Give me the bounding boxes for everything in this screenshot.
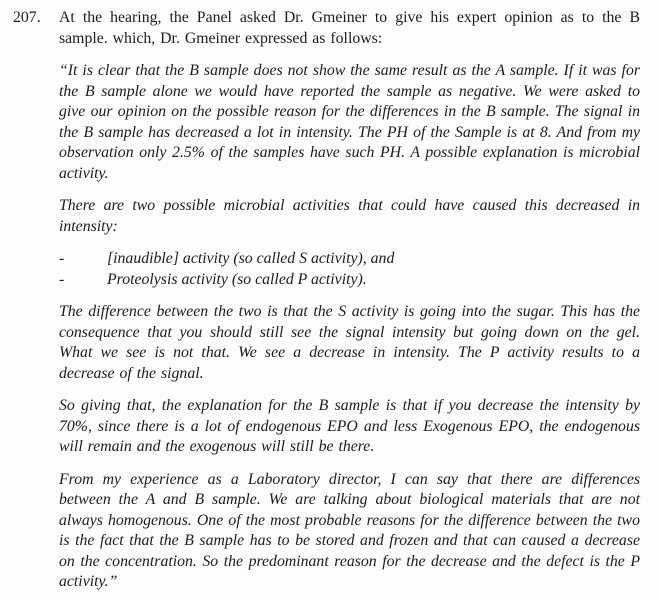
- bullet-dash: -: [59, 270, 65, 288]
- paragraph-intro-text: At the hearing, the Panel asked Dr. Gmeiner to give his expert opinion as to the B sample. which, Dr. Gmeiner expressed as follows:: [59, 9, 640, 47]
- list-item: [59, 270, 640, 291]
- numbered-paragraph-207: [13, 8, 640, 61]
- witness-quote-block: [59, 61, 640, 593]
- quote-paragraph-5: From my experience as a Laboratory director, I can say that there are differences between the A and B sample. We are talking about biological materials that are not always homogenous. One of the most probable reasons for the difference between the two is the fact that the B sample has to be stored and frozen and that can caused a decrease on the concentration. So the predominant reason for the decrease and the defect is the P activity.”: [59, 470, 640, 590]
- list-item: [59, 249, 640, 270]
- activity-bullet-list: [59, 249, 640, 290]
- quote-paragraph-1: “It is clear that the B sample does not show the same result as the A sample. If it was for the B sample alone we would have reported the sample as negative. We were asked to give our opinion on the possible reason for the differences in the B sample. The signal in the B sample has decreased a lot in intensity. The PH of the Sample is at 8. And from my observation only 2.5% of the samples have such PH. A possible explanation is microbial activity.: [59, 62, 640, 182]
- paragraph-number: 207.: [13, 9, 41, 26]
- quote-paragraph-2: There are two possible microbial activities that could have caused this decreased in intensity:: [59, 197, 640, 235]
- quote-paragraph-4: So giving that, the explanation for the B sample is that if you decrease the intensity by 70%, since there is a lot of endogenous EPO and less Exogenous EPO, the endogenous will remain and the exogenous will still be there.: [59, 397, 640, 455]
- quote-paragraph-3: The difference between the two is that the S activity is going into the sugar. This has the consequence that you should still see the signal intensity but going down on the gel. What we see is not that. We see a decrease in intensity. The P activity results to a decrease of the signal.: [59, 303, 640, 382]
- bullet-dash: -: [59, 250, 65, 267]
- bullet-text-p-activity: Proteolysis activity (so called P activity).: [107, 270, 367, 288]
- bullet-text-s-activity: [inaudible] activity (so called S activity), and: [107, 250, 395, 267]
